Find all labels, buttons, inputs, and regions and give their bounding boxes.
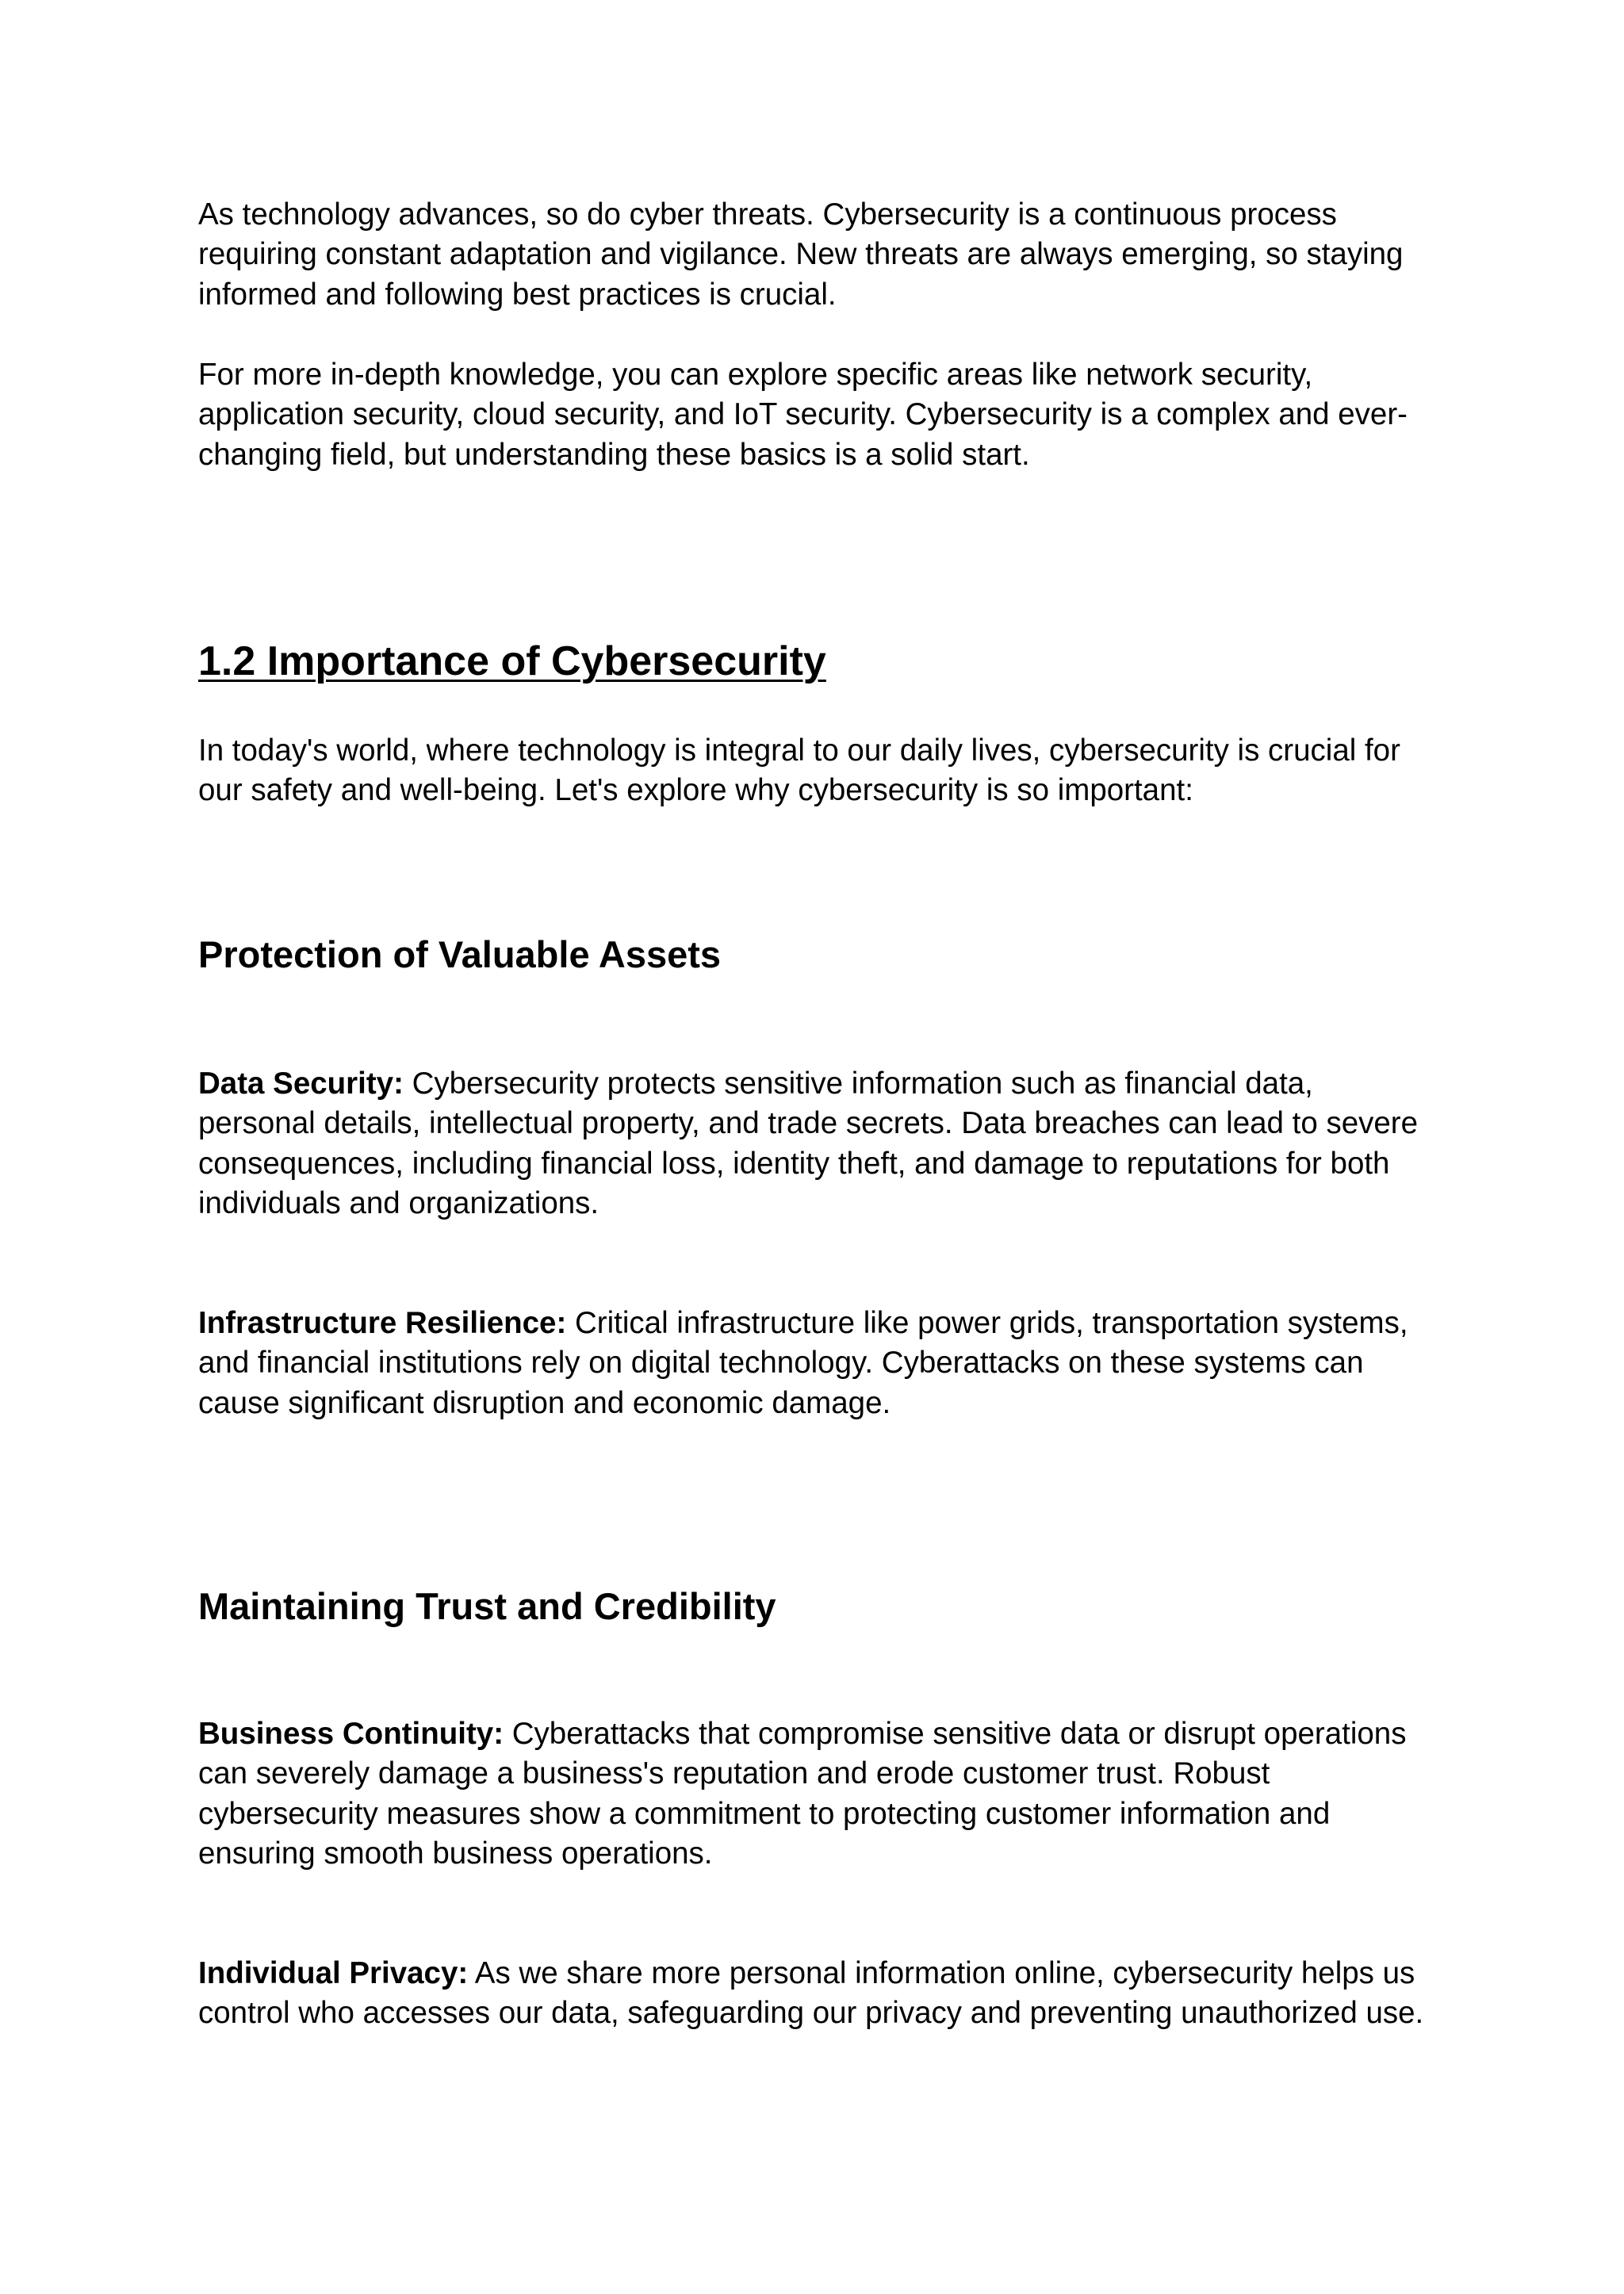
infrastructure-resilience-text: Critical infrastructure like power grids, transportation systems, and financial institutions rely on digital technology. Cyberattacks on these systems can cause significant disruption and economic damage. <box>198 1306 1408 1420</box>
subsection-heading-trust: Maintaining Trust and Credibility <box>198 1585 776 1627</box>
section-intro-paragraph: In today's world, where technology is integral to our daily lives, cybersecurity is crucial for our safety and well-being. Let's explore why cybersecurity is so important: <box>198 733 1400 808</box>
data-security-term: Data Security: <box>198 1067 404 1101</box>
business-continuity-text: Cyberattacks that compromise sensitive data or disrupt operations can severely damage a business's reputation and erode customer trust. Robust cybersecurity measures show a commitment to protecting customer information and ensuring smooth business operations. <box>198 1717 1407 1871</box>
business-continuity-term: Business Continuity: <box>198 1717 504 1751</box>
subsection-heading-protection: Protection of Valuable Assets <box>198 933 722 975</box>
infrastructure-resilience-paragraph <box>198 1304 1435 1423</box>
individual-privacy-term: Individual Privacy: <box>198 1956 469 1990</box>
intro-paragraph-2: For more in-depth knowledge, you can explore specific areas like network security, application security, cloud security, and IoT security. Cybersecurity is a complex and ever-changing field, but understanding these basics is a solid start. <box>198 358 1408 472</box>
business-continuity-paragraph <box>198 1714 1435 1874</box>
data-security-paragraph <box>198 1064 1435 1224</box>
individual-privacy-paragraph <box>198 1954 1435 2034</box>
section-heading: 1.2 Importance of Cybersecurity <box>198 638 826 684</box>
infrastructure-resilience-term: Infrastructure Resilience: <box>198 1306 567 1340</box>
data-security-text: Cybersecurity protects sensitive information such as financial data, personal details, intellectual property, and trade secrets. Data breaches can lead to severe consequences, including financial loss, identity theft, and damage to reputations for both individuals and organizations. <box>198 1067 1419 1220</box>
intro-paragraph-1: As technology advances, so do cyber threats. Cybersecurity is a continuous process requiring constant adaptation and vigilance. New threats are always emerging, so staying informed and following best practices is crucial. <box>198 197 1404 312</box>
individual-privacy-text: As we share more personal information online, cybersecurity helps us control who accesses our data, safeguarding our privacy and preventing unauthorized use. <box>198 1956 1424 2031</box>
